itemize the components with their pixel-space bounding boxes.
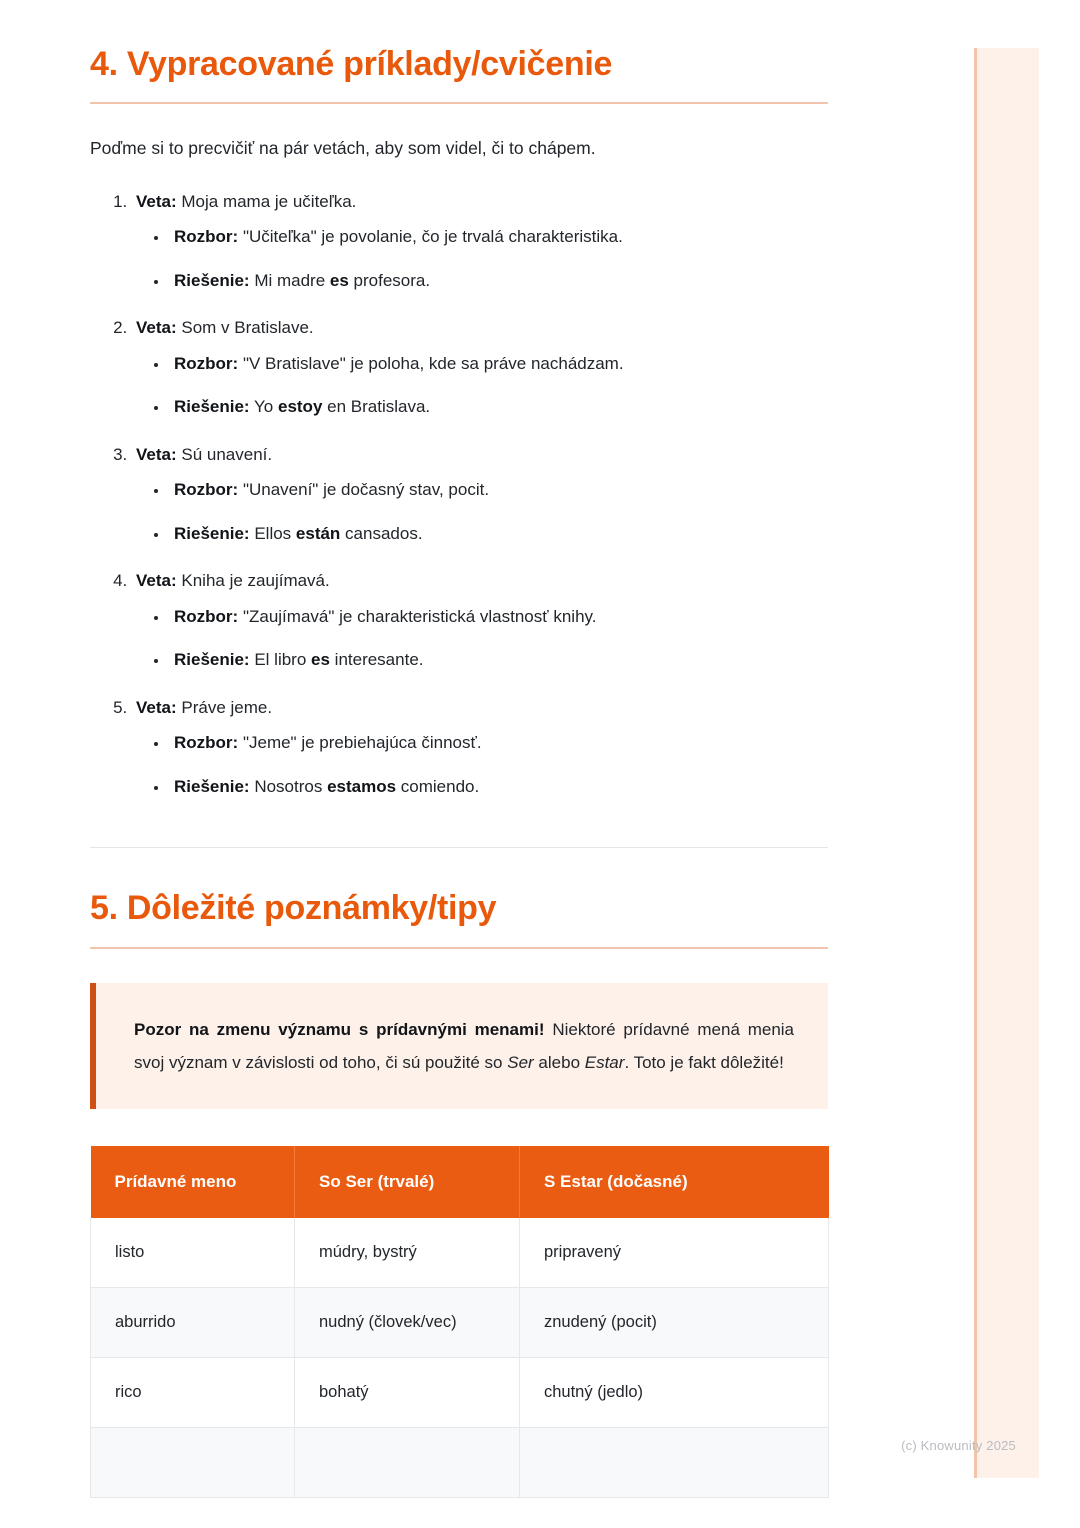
callout-text-1: Niektoré prídavné mená menia svoj význam v závislosti od toho, či sú použité so <box>134 1019 795 1072</box>
veta-text: Som v Bratislave. <box>181 318 314 338</box>
examples-list <box>90 189 828 800</box>
rozbor-item <box>169 604 828 630</box>
rozbor-item <box>169 224 828 250</box>
table-cell-estar: pripravený <box>520 1218 829 1288</box>
veta-text: Sú unavení. <box>181 444 273 464</box>
veta-text: Moja mama je učiteľka. <box>181 191 357 211</box>
page-title-section-4: 4. Vypracované príklady/cvičenie <box>90 45 613 83</box>
table-cell-adjective: listo <box>91 1218 295 1288</box>
example-sub-list <box>136 224 828 293</box>
rozbor-label: Rozbor: <box>174 606 239 626</box>
example-item <box>132 695 828 800</box>
riesenie-item <box>169 774 828 800</box>
table-row <box>91 1218 829 1288</box>
table-cell-ser <box>295 1427 520 1497</box>
rozbor-text: "V Bratislave" je poloha, kde sa práve nachádzam. <box>242 353 624 373</box>
callout-text-3: . Toto je fakt dôležité! <box>624 1052 784 1072</box>
riesenie-verb: estoy <box>277 397 323 417</box>
riesenie-label: Riešenie: <box>174 270 250 290</box>
table-row <box>91 1357 829 1427</box>
title-rule-section-4 <box>90 102 828 104</box>
page-title-section-5: 5. Dôležité poznámky/tipy <box>90 889 497 928</box>
rozbor-label: Rozbor: <box>174 480 239 500</box>
veta-label: Veta: <box>136 191 177 211</box>
table-cell-adjective: aburrido <box>91 1287 295 1357</box>
riesenie-label: Riešenie: <box>174 650 250 670</box>
rozbor-item <box>169 351 828 377</box>
table-cell-adjective <box>91 1427 295 1497</box>
riesenie-text-pre: Mi madre <box>254 270 330 290</box>
rozbor-item <box>169 730 828 756</box>
table-column-header-ser: So Ser (trvalé) <box>295 1146 520 1218</box>
veta-text: Práve jeme. <box>181 697 273 717</box>
rozbor-label: Rozbor: <box>174 353 239 373</box>
table-column-header-adjective: Prídavné meno <box>91 1146 295 1218</box>
intro-paragraph: Poďme si to precvičiť na pár vetách, aby som videl, či to chápem. <box>90 138 596 159</box>
rozbor-text: "Zaujímavá" je charakteristická vlastnosť knihy. <box>242 606 597 626</box>
table-row <box>91 1287 829 1357</box>
table-cell-estar: znudený (pocit) <box>520 1287 829 1357</box>
table-header <box>91 1146 829 1218</box>
title-rule-section-5 <box>90 947 828 949</box>
table-body <box>91 1218 829 1498</box>
example-item <box>132 568 828 673</box>
callout-bold-lead: Pozor na zmenu významu s prídavnými menami! <box>134 1019 545 1039</box>
veta-label: Veta: <box>136 697 177 717</box>
riesenie-label: Riešenie: <box>174 523 250 543</box>
riesenie-text-post: cansados. <box>340 523 423 543</box>
callout-italic-ser: Ser <box>507 1052 534 1072</box>
document-content <box>90 44 828 1498</box>
riesenie-text-pre: Nosotros <box>254 776 328 796</box>
riesenie-text-post: en Bratislava. <box>322 397 431 417</box>
rozbor-label: Rozbor: <box>174 227 239 247</box>
riesenie-label: Riešenie: <box>174 397 250 417</box>
table-row-partial <box>91 1427 829 1497</box>
table-cell-ser: nudný (človek/vec) <box>295 1287 520 1357</box>
rozbor-label: Rozbor: <box>174 733 239 753</box>
warning-callout <box>90 983 828 1109</box>
riesenie-label: Riešenie: <box>174 776 250 796</box>
riesenie-verb: es <box>311 650 330 670</box>
copyright-watermark: (c) Knowunity 2025 <box>901 1438 1016 1453</box>
riesenie-item <box>169 268 828 294</box>
veta-label: Veta: <box>136 571 177 591</box>
veta-text: Kniha je zaujímavá. <box>181 571 330 591</box>
veta-label: Veta: <box>136 444 177 464</box>
page-edge-strip <box>974 48 1039 1478</box>
riesenie-verb: es <box>329 270 349 290</box>
rozbor-item <box>169 477 828 503</box>
table-cell-adjective: rico <box>91 1357 295 1427</box>
example-item <box>132 189 828 294</box>
veta-label: Veta: <box>136 318 177 338</box>
rozbor-text: "Učiteľka" je povolanie, čo je trvalá charakteristika. <box>242 227 623 247</box>
riesenie-item <box>169 647 828 673</box>
riesenie-verb: estamos <box>327 776 397 796</box>
example-item <box>132 442 828 547</box>
rozbor-text: "Jeme" je prebiehajúca činnosť. <box>242 733 482 753</box>
rozbor-text: "Unavení" je dočasný stav, pocit. <box>242 480 490 500</box>
example-item <box>132 315 828 420</box>
section-divider <box>90 847 828 848</box>
callout-text-2: alebo <box>533 1052 585 1072</box>
table-cell-estar: chutný (jedlo) <box>520 1357 829 1427</box>
table-cell-ser: bohatý <box>295 1357 520 1427</box>
example-sub-list <box>136 351 828 420</box>
example-sub-list <box>136 477 828 546</box>
riesenie-item <box>169 521 828 547</box>
table-header-row <box>91 1146 829 1218</box>
adjectives-comparison-table <box>90 1146 829 1498</box>
riesenie-text-post: profesora. <box>348 270 431 290</box>
section-vypracovane-priklady <box>90 44 828 799</box>
callout-paragraph <box>134 1013 794 1079</box>
riesenie-item <box>169 394 828 420</box>
example-sub-list <box>136 604 828 673</box>
section-dolezite-poznamky <box>90 888 828 1498</box>
table-cell-ser: múdry, bystrý <box>295 1218 520 1288</box>
riesenie-verb: están <box>295 523 341 543</box>
riesenie-text-pre: Ellos <box>254 523 296 543</box>
riesenie-text-post: comiendo. <box>396 776 480 796</box>
table-cell-estar <box>520 1427 829 1497</box>
riesenie-text-post: interesante. <box>329 650 424 670</box>
riesenie-text-pre: Yo <box>254 397 278 417</box>
riesenie-text-pre: El libro <box>254 650 312 670</box>
callout-italic-estar: Estar <box>584 1052 625 1072</box>
table-column-header-estar: S Estar (dočasné) <box>520 1146 829 1218</box>
example-sub-list <box>136 730 828 799</box>
